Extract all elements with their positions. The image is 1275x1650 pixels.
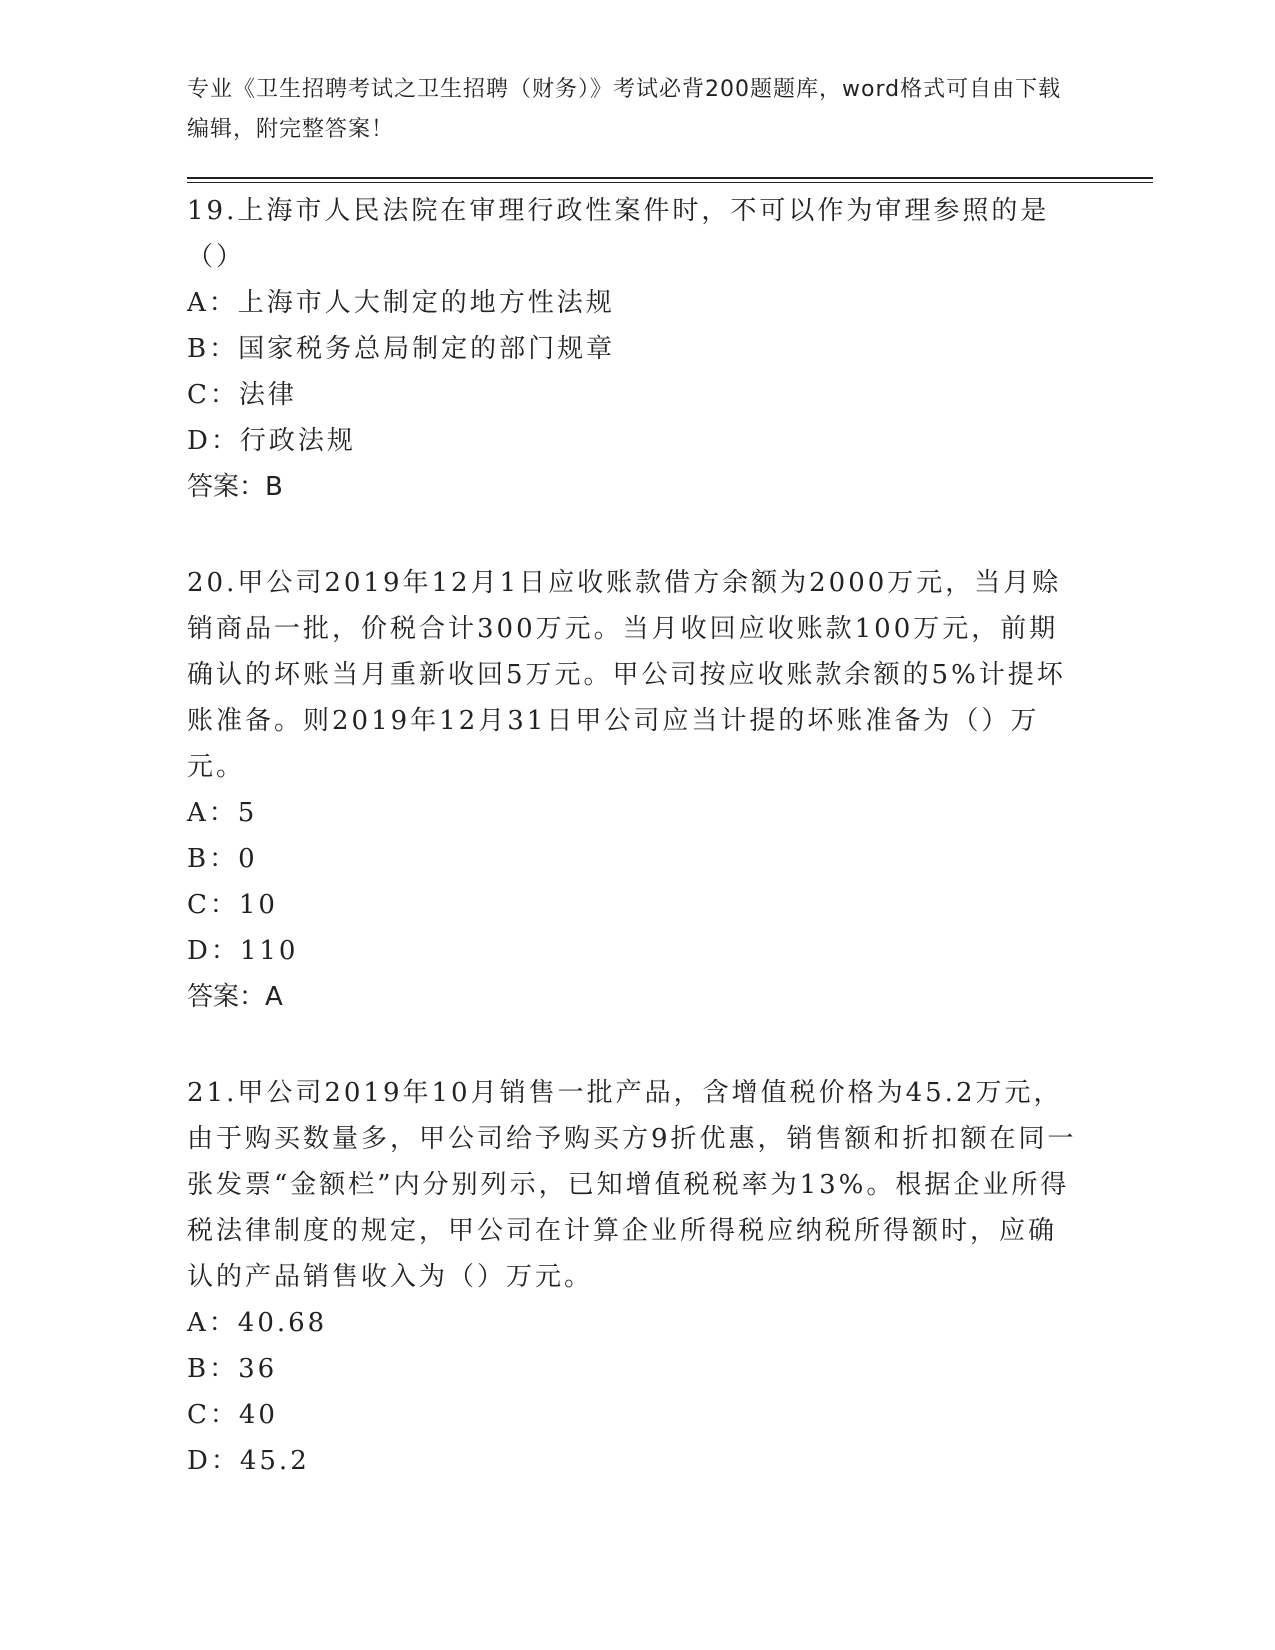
option-a: A：5 bbox=[187, 798, 258, 828]
document-page bbox=[187, 70, 1087, 150]
option-d: D：110 bbox=[187, 936, 299, 966]
header-divider-thick bbox=[187, 177, 1153, 179]
question-stem: 19.上海市人民法院在审理行政性案件时，不可以作为审理参照的是（） bbox=[187, 196, 1050, 272]
option-b: B：国家税务总局制定的部门规章 bbox=[187, 334, 616, 364]
question-21 bbox=[187, 1070, 1087, 1484]
option-b: B：36 bbox=[187, 1354, 278, 1384]
header-divider-thin bbox=[187, 182, 1153, 183]
question-20 bbox=[187, 560, 1087, 1020]
question-stem: 21.甲公司2019年10月销售一批产品，含增值税价格为45.2万元，由于购买数量多，甲公司给予购买方9折优惠，销售额和折扣额在同一张发票“金额栏”内分别列示，已知增值税税率为13%。根据企业所得税法律制度的规定，甲公司在计算企业所得税应纳税所得额时，应确认的产品销售收入为（）万元。 bbox=[187, 1078, 1077, 1292]
option-d: D：行政法规 bbox=[187, 426, 356, 456]
question-stem: 20.甲公司2019年12月1日应收账款借方余额为2000万元，当月赊销商品一批，价税合计300万元。当月收回应收账款100万元，前期确认的坏账当月重新收回5万元。甲公司按应收账款余额的5%计提坏账准备。则2019年12月31日甲公司应当计提的坏账准备为（）万元。 bbox=[187, 568, 1066, 782]
option-a: A：40.68 bbox=[187, 1308, 328, 1338]
option-b: B：0 bbox=[187, 844, 258, 874]
document-header: 专业《卫生招聘考试之卫生招聘（财务）》考试必背200题题库，word格式可自由下载编辑，附完整答案！ bbox=[187, 77, 1062, 142]
option-c: C：法律 bbox=[187, 380, 297, 410]
option-c: C：10 bbox=[187, 890, 278, 920]
question-list bbox=[187, 188, 1087, 1534]
option-a: A：上海市人大制定的地方性法规 bbox=[187, 288, 615, 318]
option-d: D：45.2 bbox=[187, 1446, 310, 1476]
question-19 bbox=[187, 188, 1087, 510]
option-c: C：40 bbox=[187, 1400, 278, 1430]
answer-line: 答案：A bbox=[187, 982, 283, 1012]
answer-line: 答案：B bbox=[187, 472, 283, 502]
